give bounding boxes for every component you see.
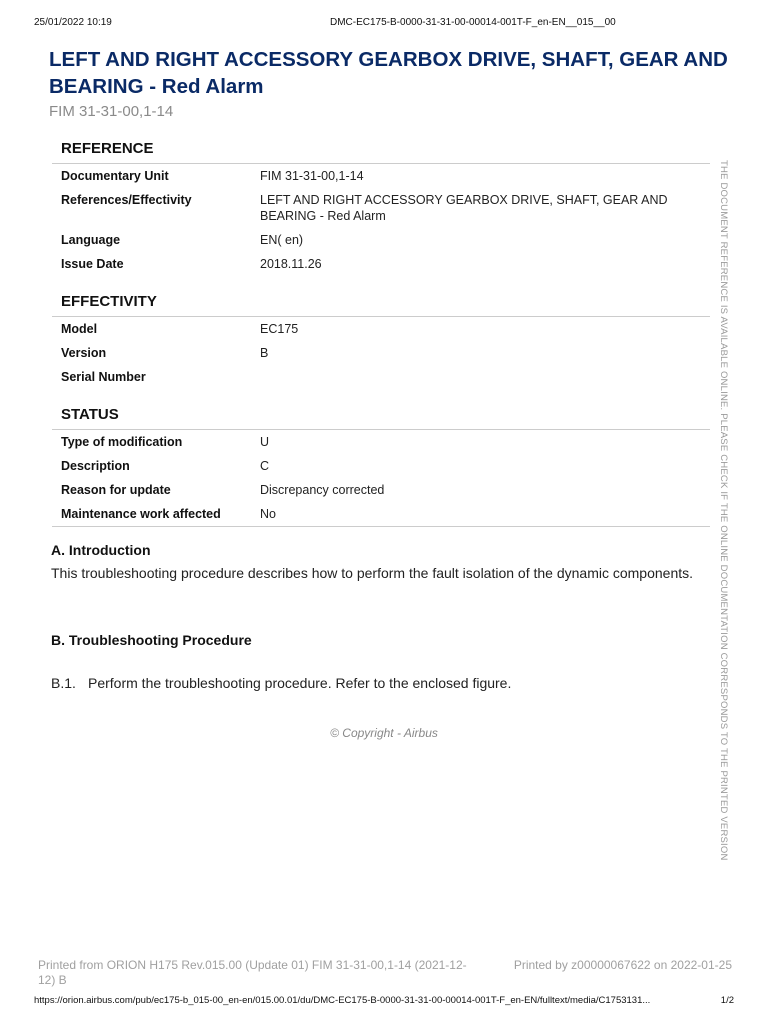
table-row [52,317,710,341]
procedure-step [51,675,511,691]
step-number: B.1. [51,675,76,691]
introduction-text: This troubleshooting procedure describes how to perform the fault isolation of the dynamic components. [51,565,694,581]
table-row [52,164,710,188]
document-title-suffix: - Red Alarm [143,75,264,98]
print-dmc-code: DMC-EC175-B-0000-31-31-00-00014-001T-F_en-EN__015__00 [330,17,616,28]
row-value: 2018.11.26 [260,257,322,271]
row-value: No [260,507,276,521]
row-value: B [260,346,269,360]
footer-printed-from: Printed from ORION H175 Rev.015.00 (Update 01) FIM 31-31-00,1-14 (2021-12-12) B [38,958,467,987]
row-label: Reason for update [61,483,171,497]
print-datetime: 25/01/2022 10:19 [34,17,112,28]
status-bottom-divider [52,526,710,527]
row-value: U [260,435,270,449]
table-row [52,454,710,478]
row-label: Model [61,322,98,336]
row-label: References/Effectivity [61,193,192,207]
table-row [52,341,710,365]
table-row [52,430,710,454]
row-value: Discrepancy corrected [260,483,385,497]
row-value: EN( en) [260,233,304,247]
row-label: Serial Number [61,370,146,384]
print-url: https://orion.airbus.com/pub/ec175-b_015-00_en-en/015.00.01/du/DMC-EC175-B-0000-31-31-00-00014-001T-F_en-EN/fulltext/media/C1753131... [34,995,651,1006]
introduction-heading: A. Introduction [51,542,151,558]
row-value: EC175 [260,322,299,336]
document-title-main: LEFT AND RIGHT ACCESSORY GEARBOX DRIVE, SHAFT, GEAR AND BEARING [49,48,728,98]
table-row [52,365,710,389]
status-heading: STATUS [52,406,710,430]
row-label: Issue Date [61,257,124,271]
row-label: Type of modification [61,435,183,449]
reference-section [52,140,710,276]
row-label: Documentary Unit [61,169,169,183]
row-label: Language [61,233,121,247]
row-value: LEFT AND RIGHT ACCESSORY GEARBOX DRIVE, SHAFT, GEAR AND BEARING - Red Alarm [260,193,668,223]
row-label: Maintenance work affected [61,507,221,521]
row-value: C [260,459,270,473]
effectivity-heading: EFFECTIVITY [52,293,710,317]
row-value: FIM 31-31-00,1-14 [260,169,364,183]
document-subtitle: FIM 31-31-00,1-14 [49,103,174,120]
print-url-bar [34,995,734,1006]
step-text: Perform the troubleshooting procedure. Refer to the enclosed figure. [88,675,512,691]
status-section [52,406,710,526]
print-header [34,17,734,31]
row-label: Version [61,346,107,360]
reference-heading: REFERENCE [52,140,710,164]
table-row [52,188,710,228]
document-title [49,46,739,100]
footer-printed-by: Printed by z00000067622 on 2022-01-25 [513,958,732,972]
procedure-heading: B. Troubleshooting Procedure [51,632,252,648]
side-notice [718,160,732,865]
table-row [52,228,710,252]
row-label: Description [61,459,130,473]
page-number: 1/2 [720,995,734,1006]
effectivity-section [52,293,710,389]
copyright-notice: © Copyright - Airbus [330,726,438,740]
table-row [52,252,710,276]
side-notice-text: THE DOCUMENT REFERENCE IS AVAILABLE ONLINE. PLEASE CHECK IF THE ONLINE DOCUMENTATION CORRESPONDS TO THE PRINTED VERSION [718,160,729,861]
table-row [52,478,710,502]
table-row [52,502,710,526]
